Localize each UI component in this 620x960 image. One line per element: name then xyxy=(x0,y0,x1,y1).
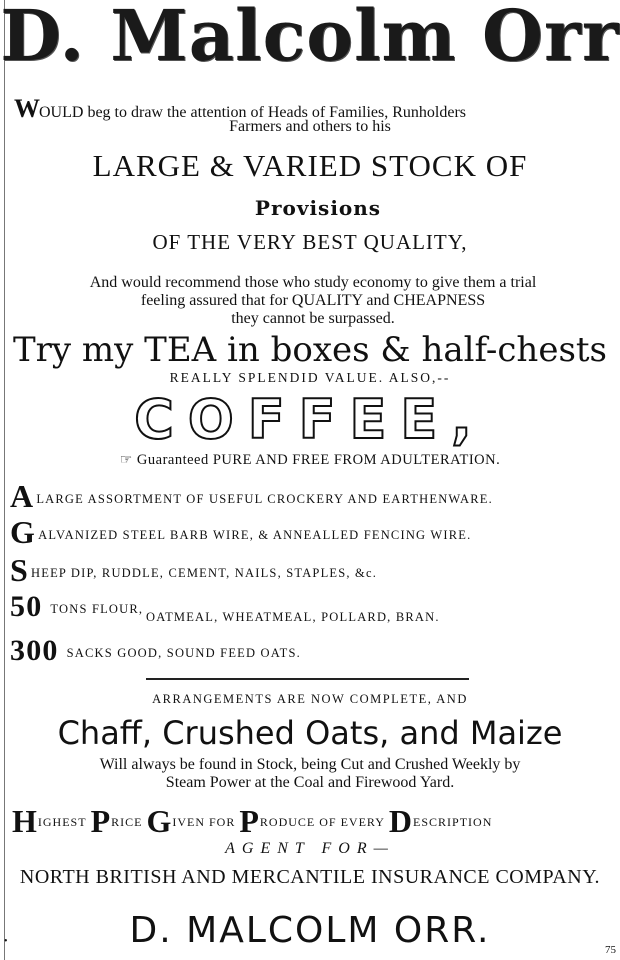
intro-line-2: Farmers and others to his xyxy=(229,118,391,135)
quality-line: OF THE VERY BEST QUALITY, xyxy=(152,230,468,254)
agent-for-line: AGENT FOR— xyxy=(225,840,395,857)
recommend-line-1: And would recommend those who study economy to give them a trial xyxy=(89,274,537,291)
guarantee-line: ☞ Guaranteed PURE AND FREE FROM ADULTERATION. xyxy=(119,452,501,468)
tea-value-line: REALLY SPLENDID VALUE. ALSO,-- xyxy=(169,370,451,385)
tea-headline: Try my TEA in boxes & half-chests xyxy=(12,330,608,370)
margin-dot: • xyxy=(4,936,8,947)
insurance-company-line: NORTH BRITISH AND MERCANTILE INSURANCE COMPANY. xyxy=(19,866,601,888)
goods-item-crockery: ALARGE ASSORTMENT OF USEFUL CROCKERY AND EARTHENWARE. xyxy=(10,478,493,514)
pointing-hand-icon: ☞ xyxy=(119,453,133,468)
recommend-line-3: they cannot be surpassed. xyxy=(231,310,395,327)
divider-rule xyxy=(146,678,469,680)
chaff-headline: Chaff, Crushed Oats, and Maize xyxy=(57,714,563,752)
recommend-line-2: feeling assured that for QUALITY and CHEAPNESS xyxy=(140,292,486,309)
provisions-heading: Provisions xyxy=(254,196,382,220)
drop-cap-w: W xyxy=(14,94,39,123)
coffee-heading: COFFEE, xyxy=(134,388,486,451)
intro-line-1: WOULD beg to draw the attention of Heads of Families, Runholders xyxy=(14,94,467,123)
flour-item-line-2: OATMEAL, WHEATMEAL, POLLARD, BRAN. xyxy=(146,610,440,624)
goods-item-sheep-dip: SHEEP DIP, RUDDLE, CEMENT, NAILS, STAPLES, &c. xyxy=(10,552,378,588)
stock-note-line-1: Will always be found in Stock, being Cut and Crushed Weekly by xyxy=(99,756,521,773)
left-border-rule xyxy=(4,0,5,960)
oats-item: 300 SACKS GOOD, SOUND FEED OATS. xyxy=(10,634,301,667)
flour-item: 50 TONS FLOUR, xyxy=(10,590,144,623)
stock-note-line-2: Steam Power at the Coal and Firewood Yard. xyxy=(165,774,455,791)
stock-headline: LARGE & VARIED STOCK OF xyxy=(92,148,528,183)
goods-item-wire: GALVANIZED STEEL BARB WIRE, & ANNEALLED FENCING WIRE. xyxy=(10,514,472,550)
arrangements-line: ARRANGEMENTS ARE NOW COMPLETE, AND xyxy=(152,692,468,706)
page-number: 75 xyxy=(605,944,616,956)
highest-price-line: HIGHEST PRICE GIVEN FOR PRODUCE OF EVERY DESCRIPTION xyxy=(12,803,493,839)
advert-title: D. Malcolm Orr xyxy=(0,0,620,77)
signature-name: D. MALCOLM ORR. xyxy=(129,910,491,951)
